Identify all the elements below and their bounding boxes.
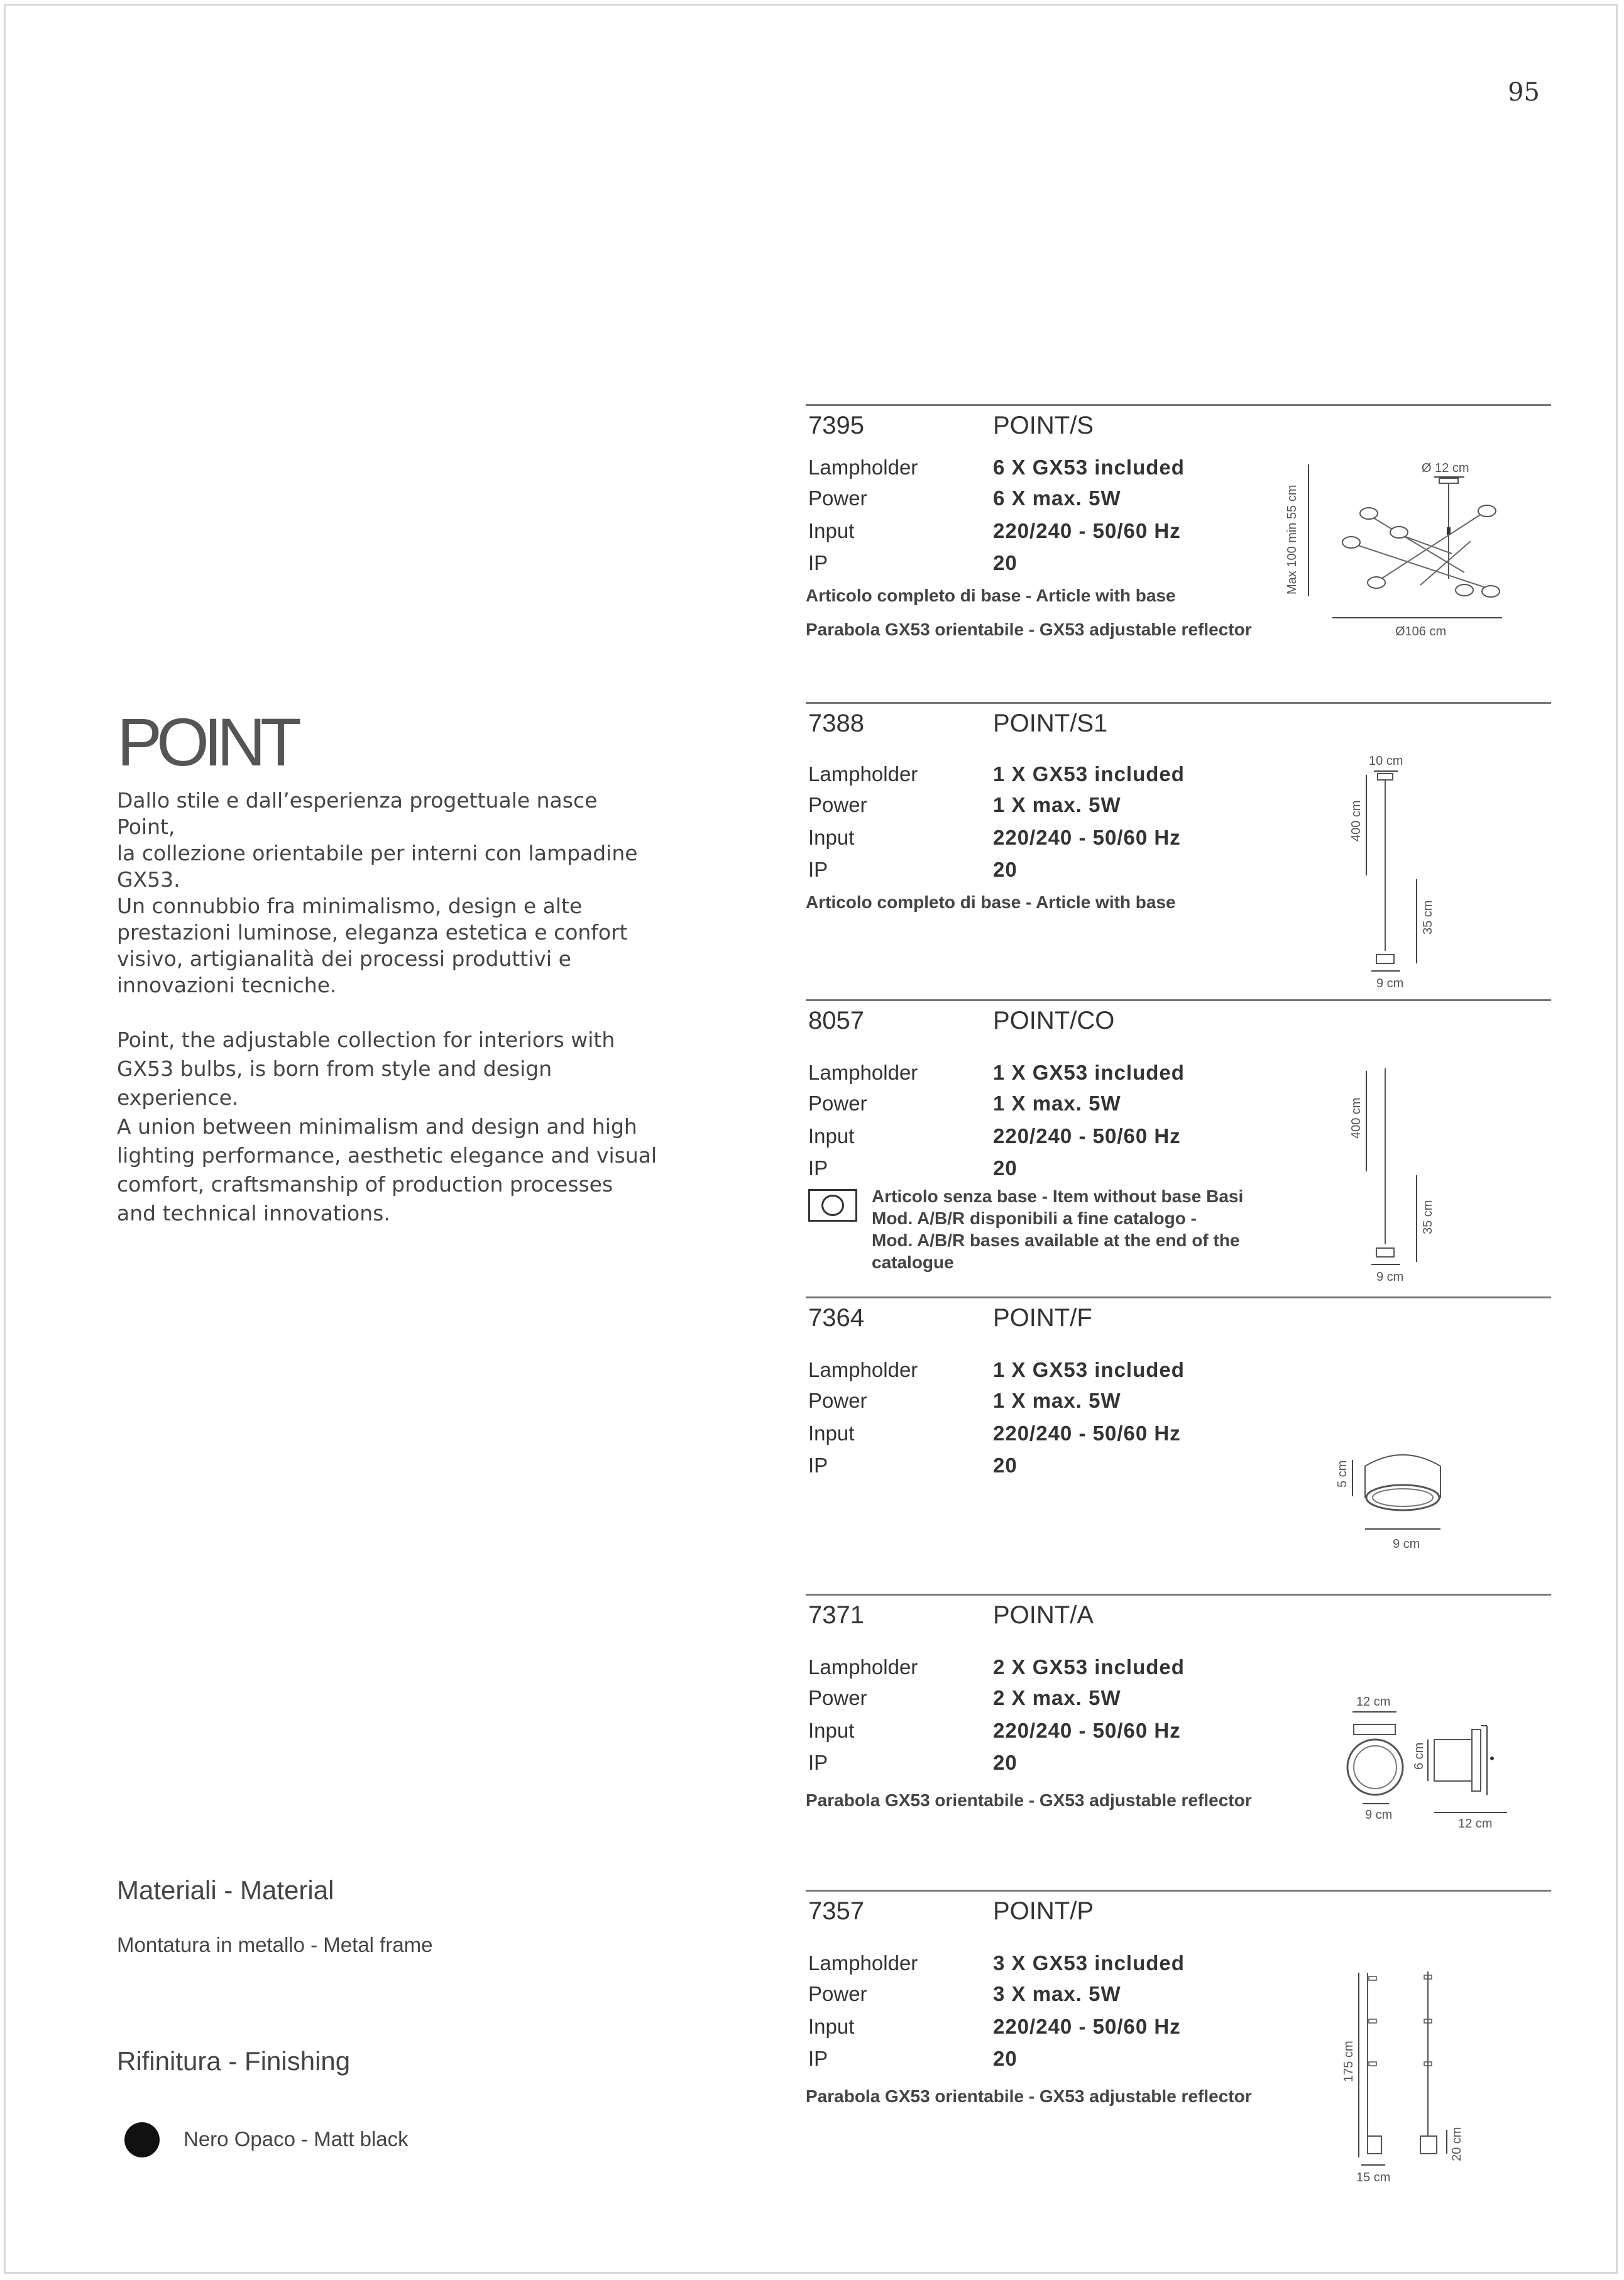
pendant-s1-drawing bbox=[1341, 756, 1467, 995]
spec-value: 1 X GX53 included bbox=[993, 762, 1185, 786]
divider bbox=[806, 404, 1551, 406]
description-line: GX53 bulbs, is born from style and design bbox=[117, 1056, 552, 1081]
spec-label: Power bbox=[808, 1389, 867, 1412]
product-model: POINT/F bbox=[993, 1304, 1092, 1332]
description-line: prestazioni luminose, eleganza estetica e confort bbox=[117, 920, 628, 945]
description-line: Point, the adjustable collection for interiors with bbox=[117, 1028, 615, 1052]
spec-label: Power bbox=[808, 486, 867, 510]
finishing-title: Rifinitura - Finishing bbox=[117, 2046, 351, 2076]
spec-label: Input bbox=[808, 1719, 855, 1742]
product-note: Articolo completo di base - Article with base bbox=[806, 892, 1176, 912]
page-number: 95 bbox=[1508, 78, 1540, 107]
product-note: Parabola GX53 orientabile - GX53 adjustable reflector bbox=[806, 1790, 1252, 1810]
dim-label: 35 cm bbox=[1421, 1200, 1435, 1234]
product-code: 7395 bbox=[808, 412, 864, 439]
spec-label: Lampholder bbox=[808, 762, 918, 786]
spec-value: 20 bbox=[993, 1454, 1018, 1477]
spec-value: 2 X max. 5W bbox=[993, 1686, 1121, 1709]
dim-label: Ø 12 cm bbox=[1422, 461, 1469, 475]
spec-value: 6 X GX53 included bbox=[993, 456, 1185, 479]
product-note: Parabola GX53 orientabile - GX53 adjustable reflector bbox=[806, 2086, 1252, 2106]
spec-label: Power bbox=[808, 1982, 867, 2005]
description-line: GX53. bbox=[117, 867, 180, 892]
spec-label: Power bbox=[808, 793, 867, 816]
spec-label: IP bbox=[808, 1156, 828, 1180]
dim-label: 10 cm bbox=[1369, 754, 1403, 768]
spec-value: 2 X GX53 included bbox=[993, 1655, 1185, 1679]
spec-value: 20 bbox=[993, 551, 1018, 574]
description-line: A union between minimalism and design and high bbox=[117, 1114, 637, 1139]
floor-p-drawing bbox=[1327, 1965, 1491, 2198]
materials-text: Montatura in metallo - Metal frame bbox=[117, 1933, 433, 1956]
dim-label: 9 cm bbox=[1376, 1270, 1404, 1284]
product-code: 7371 bbox=[808, 1601, 864, 1629]
spec-value: 1 X max. 5W bbox=[993, 1092, 1121, 1115]
product-code: 7388 bbox=[808, 710, 864, 737]
description-line: Dallo stile e dall’esperienza progettuale nasce Point, bbox=[117, 788, 598, 839]
product-model: POINT/S1 bbox=[993, 710, 1108, 737]
product-code: 8057 bbox=[808, 1007, 864, 1034]
spec-label: Input bbox=[808, 1422, 855, 1445]
note-line: Articolo senza base - Item without base Basi bbox=[872, 1187, 1244, 1206]
dim-label: 15 cm bbox=[1356, 2171, 1391, 2184]
spec-label: Input bbox=[808, 519, 855, 542]
divider bbox=[806, 1296, 1551, 1298]
spec-value: 220/240 - 50/60 Hz bbox=[993, 519, 1181, 542]
pendant-co-drawing bbox=[1341, 1062, 1467, 1295]
dim-label: Max 100 min 55 cm bbox=[1285, 485, 1299, 595]
dim-label: 400 cm bbox=[1349, 800, 1363, 841]
description-italian bbox=[117, 787, 657, 999]
spec-label: Input bbox=[808, 1124, 855, 1148]
product-note bbox=[872, 1185, 1287, 1273]
dim-label: 12 cm bbox=[1458, 1817, 1493, 1831]
note-line: Mod. A/B/R bases available at the end of the bbox=[872, 1230, 1240, 1250]
description-line: experience. bbox=[117, 1085, 239, 1110]
spec-label: Lampholder bbox=[808, 1951, 918, 1975]
spec-value: 1 X max. 5W bbox=[993, 793, 1121, 816]
wall-a-drawing bbox=[1315, 1689, 1528, 1872]
product-code: 7357 bbox=[808, 1897, 864, 1925]
dim-label: 12 cm bbox=[1356, 1695, 1391, 1709]
materials-title: Materiali - Material bbox=[117, 1875, 334, 1905]
description-line: la collezione orientabile per interni con lampadine bbox=[117, 841, 638, 865]
spec-value: 220/240 - 50/60 Hz bbox=[993, 1422, 1181, 1445]
spec-value: 20 bbox=[993, 2047, 1018, 2070]
spec-value: 220/240 - 50/60 Hz bbox=[993, 2015, 1181, 2038]
dim-label: 400 cm bbox=[1349, 1097, 1363, 1139]
spec-label: Power bbox=[808, 1686, 867, 1709]
spec-label: IP bbox=[808, 551, 828, 574]
base-icon bbox=[808, 1189, 857, 1222]
description-line: innovazioni tecniche. bbox=[117, 973, 337, 997]
product-model: POINT/P bbox=[993, 1897, 1094, 1925]
spec-label: IP bbox=[808, 1751, 828, 1774]
dim-label: 20 cm bbox=[1450, 2127, 1464, 2161]
ceiling-f-drawing bbox=[1327, 1422, 1478, 1573]
note-line: catalogue bbox=[872, 1252, 954, 1272]
dim-label: 5 cm bbox=[1336, 1460, 1349, 1488]
dim-label: 175 cm bbox=[1342, 2041, 1356, 2082]
description-line: Un connubbio fra minimalismo, design e alte bbox=[117, 894, 583, 918]
spec-label: Lampholder bbox=[808, 1358, 918, 1381]
description-line: lighting performance, aesthetic elegance and visual bbox=[117, 1143, 657, 1168]
dim-label: 9 cm bbox=[1365, 1808, 1393, 1822]
dim-label: Ø106 cm bbox=[1395, 625, 1447, 639]
spec-label: Lampholder bbox=[808, 1655, 918, 1679]
spec-value: 6 X max. 5W bbox=[993, 486, 1121, 510]
spec-label: Power bbox=[808, 1092, 867, 1115]
spec-value: 20 bbox=[993, 1156, 1018, 1180]
spec-label: Lampholder bbox=[808, 456, 918, 479]
spec-value: 1 X GX53 included bbox=[993, 1061, 1185, 1084]
divider bbox=[806, 1890, 1551, 1892]
dim-label: 6 cm bbox=[1412, 1742, 1426, 1770]
divider bbox=[806, 702, 1551, 704]
product-model: POINT/A bbox=[993, 1601, 1094, 1629]
spec-value: 3 X max. 5W bbox=[993, 1982, 1121, 2005]
spec-value: 1 X GX53 included bbox=[993, 1358, 1185, 1381]
spec-label: Input bbox=[808, 2015, 855, 2038]
brand-title: POINT bbox=[117, 704, 297, 780]
spec-label: IP bbox=[808, 1454, 828, 1477]
product-model: POINT/CO bbox=[993, 1007, 1115, 1034]
spec-value: 20 bbox=[993, 858, 1018, 881]
spec-value: 20 bbox=[993, 1751, 1018, 1774]
description-line: comfort, craftsmanship of production processes bbox=[117, 1172, 613, 1197]
finish-label: Nero Opaco - Matt black bbox=[184, 2127, 409, 2151]
divider bbox=[806, 999, 1551, 1001]
spec-label: IP bbox=[808, 858, 828, 881]
description-english bbox=[117, 1026, 657, 1228]
product-code: 7364 bbox=[808, 1304, 864, 1332]
spec-label: IP bbox=[808, 2047, 828, 2070]
spec-value: 220/240 - 50/60 Hz bbox=[993, 826, 1181, 849]
description-line: and technical innovations. bbox=[117, 1201, 390, 1225]
spec-label: Input bbox=[808, 826, 855, 849]
product-note: Articolo completo di base - Article with base bbox=[806, 586, 1176, 605]
spec-value: 220/240 - 50/60 Hz bbox=[993, 1719, 1181, 1742]
spec-label: Lampholder bbox=[808, 1061, 918, 1084]
product-note: Parabola GX53 orientabile - GX53 adjustable reflector bbox=[806, 620, 1252, 639]
product-model: POINT/S bbox=[993, 412, 1094, 439]
dim-label: 35 cm bbox=[1421, 900, 1435, 934]
dim-label: 9 cm bbox=[1376, 977, 1404, 990]
note-line: Mod. A/B/R disponibili a fine catalogo - bbox=[872, 1209, 1197, 1228]
finish-swatch bbox=[124, 2122, 160, 2157]
divider bbox=[806, 1594, 1551, 1596]
description-line: visivo, artigianalità dei processi produttivi e bbox=[117, 946, 571, 971]
pendant-s-drawing bbox=[1276, 453, 1552, 642]
spec-value: 1 X max. 5W bbox=[993, 1389, 1121, 1412]
spec-value: 220/240 - 50/60 Hz bbox=[993, 1124, 1181, 1148]
spec-value: 3 X GX53 included bbox=[993, 1951, 1185, 1975]
dim-label: 9 cm bbox=[1393, 1537, 1420, 1551]
